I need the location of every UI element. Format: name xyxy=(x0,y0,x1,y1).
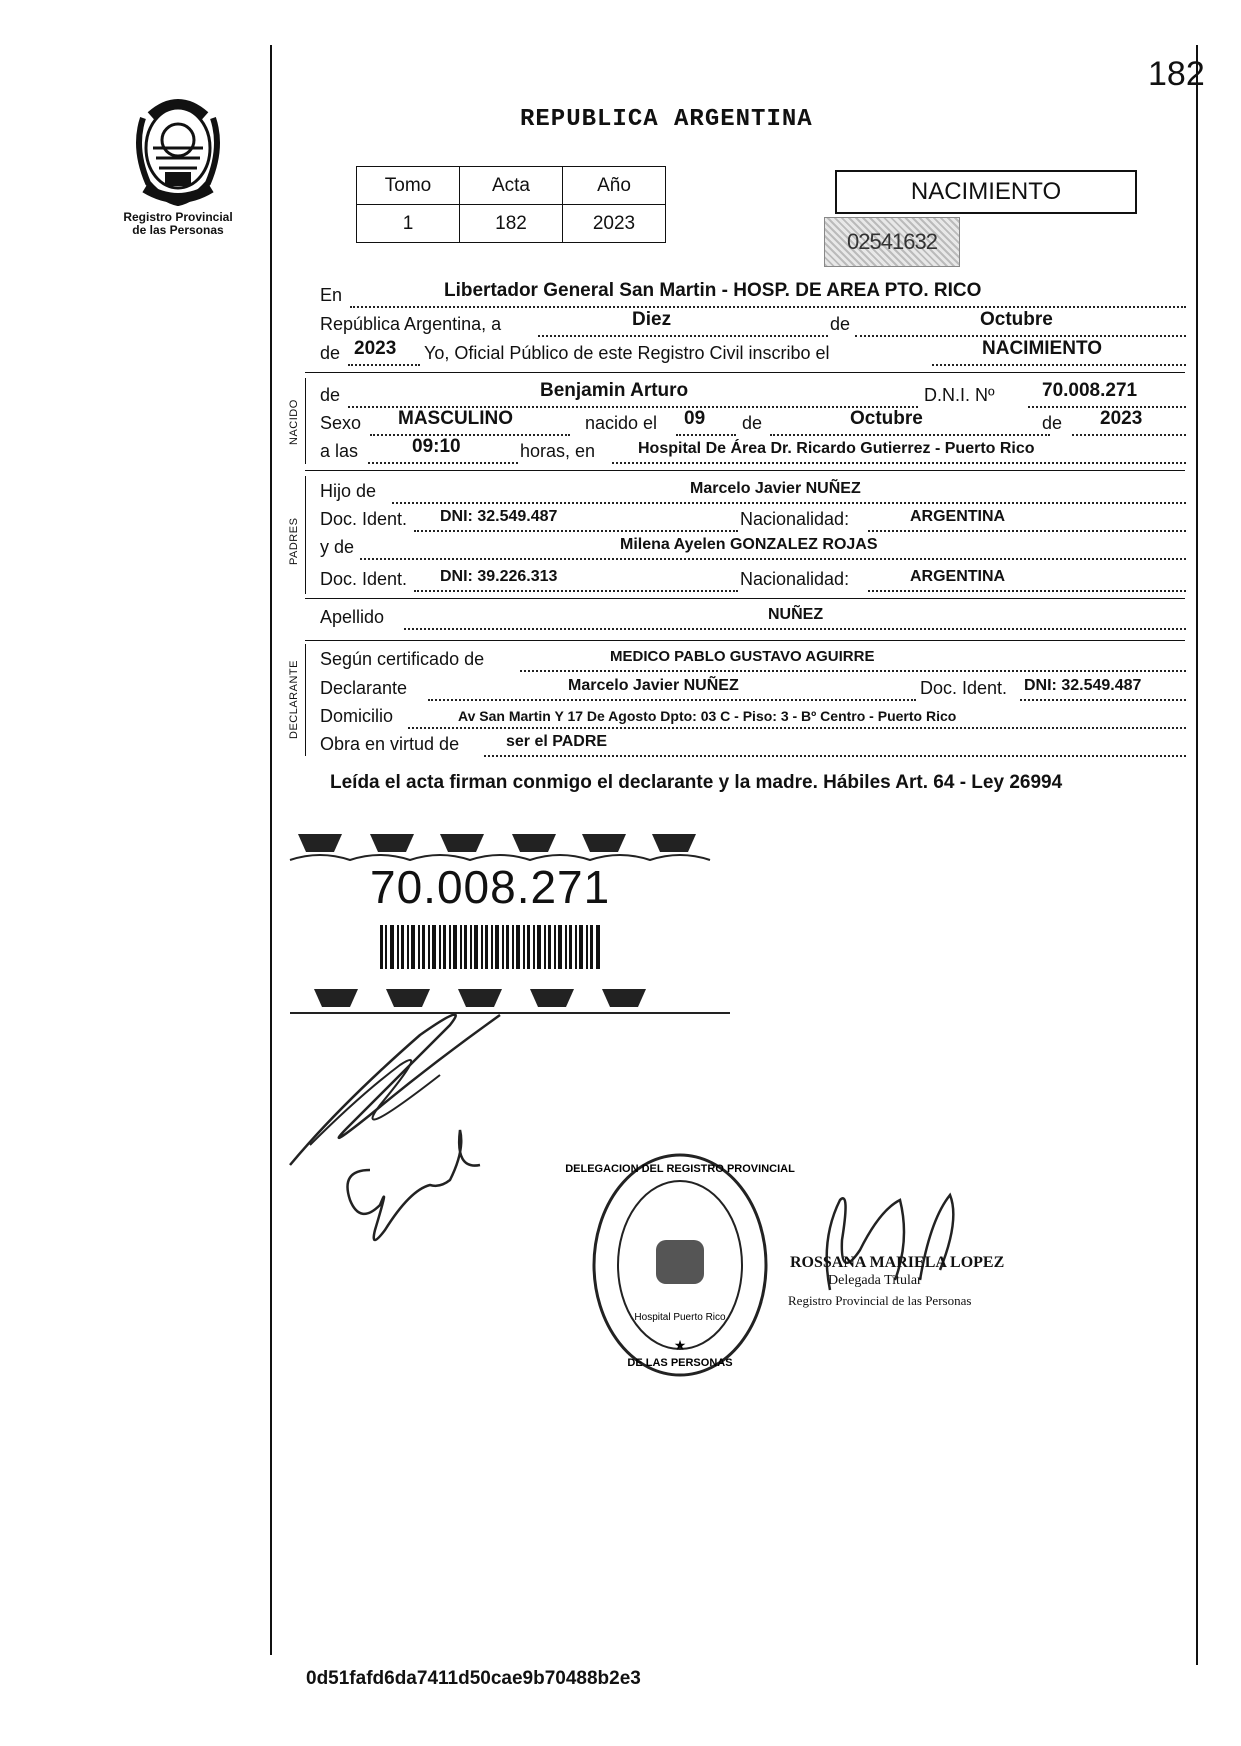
nacido-dni: 70.008.271 xyxy=(1042,380,1138,401)
dni-label: D.N.I. Nº xyxy=(924,385,995,405)
nacido-name: Benjamin Arturo xyxy=(540,380,689,401)
madre-doc-label: Doc. Ident. xyxy=(320,569,408,589)
official-stamp xyxy=(565,1150,795,1380)
act-type-box: NACIMIENTO xyxy=(835,170,1137,214)
registry-value-anio: 2023 xyxy=(563,205,666,243)
padre-nac-label: Nacionalidad: xyxy=(740,509,850,529)
page-title: REPUBLICA ARGENTINA xyxy=(520,106,813,133)
madre-nac-value: ARGENTINA xyxy=(910,568,1006,585)
sexo-value: MASCULINO xyxy=(398,408,514,429)
padre-nac-value: ARGENTINA xyxy=(910,508,1006,525)
nacido-month: Octubre xyxy=(850,408,923,429)
sexo-label: Sexo xyxy=(320,413,362,433)
acto-value: NACIMIENTO xyxy=(982,338,1102,359)
obra-value: ser el PADRE xyxy=(506,733,608,750)
oficial-text: Yo, Oficial Público de este Registro Civil inscribo el xyxy=(424,343,830,363)
row-nacido-nombre xyxy=(320,380,1186,406)
horas-label: horas, en xyxy=(520,441,596,461)
cert-value: MEDICO PABLO GUSTAVO AGUIRRE xyxy=(610,648,875,665)
barcode xyxy=(380,925,605,969)
registry-header-tomo: Tomo xyxy=(357,167,460,205)
row-fecha xyxy=(320,309,1186,335)
nacido-de-label: de xyxy=(320,385,341,405)
row-padre xyxy=(320,480,1186,502)
logo-caption-line1: Registro Provincial xyxy=(123,210,233,224)
closing-statement: Leída el acta firman conmigo el declarante y la madre. Hábiles Art. 64 - Ley 26994 xyxy=(330,772,1063,793)
svg-text:DE LAS PERSONAS: DE LAS PERSONAS xyxy=(627,1357,733,1369)
padre-doc-label: Doc. Ident. xyxy=(320,509,408,529)
year-value: 2023 xyxy=(354,338,397,359)
row-en xyxy=(320,280,1186,306)
dom-label: Domicilio xyxy=(320,706,394,726)
yde-label: y de xyxy=(320,537,355,557)
month-value: Octubre xyxy=(980,309,1053,330)
madre-nac-label: Nacionalidad: xyxy=(740,569,850,589)
en-label: En xyxy=(320,285,343,305)
decl-value: Marcelo Javier NUÑEZ xyxy=(568,677,739,694)
handwritten-signature-small xyxy=(330,1110,500,1250)
obra-label: Obra en virtud de xyxy=(320,734,460,754)
logo-caption-line2: de las Personas xyxy=(132,223,224,237)
row-madre xyxy=(320,536,1186,558)
section-divider xyxy=(305,470,1185,471)
side-rule-nacido xyxy=(305,378,306,464)
registry-header-anio: Año xyxy=(563,167,666,205)
section-divider xyxy=(305,598,1185,599)
registry-header-acta: Acta xyxy=(460,167,563,205)
apellido-label: Apellido xyxy=(320,607,385,627)
row-madre-doc xyxy=(320,568,1186,590)
de-label-2: de xyxy=(320,343,341,363)
alas-label: a las xyxy=(320,441,359,461)
row-inscribo xyxy=(320,338,1186,364)
dom-value: Av San Martin Y 17 De Agosto Dpto: 03 C - Piso: 3 - Bº Centro - Puerto Rico xyxy=(458,708,957,724)
row-padre-doc xyxy=(320,508,1186,530)
row-obra xyxy=(320,733,1186,755)
hora-value: 09:10 xyxy=(412,436,461,457)
province-logo xyxy=(108,88,248,237)
section-divider xyxy=(305,640,1185,641)
side-rule-declarante xyxy=(305,644,306,756)
decl-label: Declarante xyxy=(320,678,408,698)
hijo-label: Hijo de xyxy=(320,481,377,501)
side-rule-padres xyxy=(305,476,306,594)
madre-name: Milena Ayelen GONZALEZ ROJAS xyxy=(620,536,878,553)
signatory-name: ROSSANA MARIELA LOPEZ xyxy=(790,1254,1005,1271)
nacido-el-label: nacido el xyxy=(585,413,658,433)
left-margin-rule xyxy=(270,45,272,1655)
nacido-day: 09 xyxy=(684,408,706,429)
decl-doc-label: Doc. Ident. xyxy=(920,678,1008,698)
document-hash: 0d51fafd6da7411d50cae9b70488b2e3 xyxy=(306,1668,641,1689)
signatory-role: Delegada Titular xyxy=(828,1273,922,1288)
row-apellido xyxy=(320,606,1186,628)
rep-label: República Argentina, a xyxy=(320,314,502,334)
side-label-nacido: NACIDO xyxy=(288,399,300,445)
page-number: 182 xyxy=(1148,55,1205,93)
svg-text:Hospital Puerto Rico: Hospital Puerto Rico xyxy=(634,1312,726,1323)
madre-doc-value: DNI: 39.226.313 xyxy=(440,568,558,585)
row-declarante xyxy=(320,677,1186,699)
de-label-1: de xyxy=(830,314,851,334)
en-value: Libertador General San Martin - HOSP. DE AREA PTO. RICO xyxy=(444,280,982,301)
row-domicilio xyxy=(320,705,1186,727)
cert-label: Según certificado de xyxy=(320,649,485,669)
padre-name: Marcelo Javier NUÑEZ xyxy=(690,480,861,497)
row-certificado xyxy=(320,648,1186,670)
nacido-de-label-3: de xyxy=(1042,413,1063,433)
side-label-padres: PADRES xyxy=(288,517,300,565)
serial-number: 02541632 xyxy=(824,217,960,267)
province-seal-icon xyxy=(123,88,233,206)
lugar-value: Hospital De Área Dr. Ricardo Gutierrez - Puerto Rico xyxy=(638,440,1035,457)
nacido-year: 2023 xyxy=(1100,408,1143,429)
decl-doc-value: DNI: 32.549.487 xyxy=(1024,677,1142,694)
svg-text:★: ★ xyxy=(673,1337,687,1353)
right-margin-rule xyxy=(1196,45,1198,1665)
row-nacido-sexo xyxy=(320,408,1186,434)
registry-table xyxy=(356,166,666,243)
row-nacido-hora xyxy=(320,436,1186,462)
dni-large-number: 70.008.271 xyxy=(370,861,611,913)
registry-value-acta: 182 xyxy=(460,205,563,243)
nacido-de-label-2: de xyxy=(742,413,763,433)
registry-value-tomo: 1 xyxy=(357,205,460,243)
section-divider xyxy=(305,372,1185,373)
day-value: Diez xyxy=(632,309,672,330)
apellido-value: NUÑEZ xyxy=(768,606,824,623)
side-label-declarante: DECLARANTE xyxy=(288,660,300,740)
signatory-org: Registro Provincial de las Personas xyxy=(788,1293,972,1308)
padre-doc-value: DNI: 32.549.487 xyxy=(440,508,558,525)
svg-text:DELEGACION DEL REGISTRO PROVIN: DELEGACION DEL REGISTRO PROVINCIAL xyxy=(565,1163,795,1175)
